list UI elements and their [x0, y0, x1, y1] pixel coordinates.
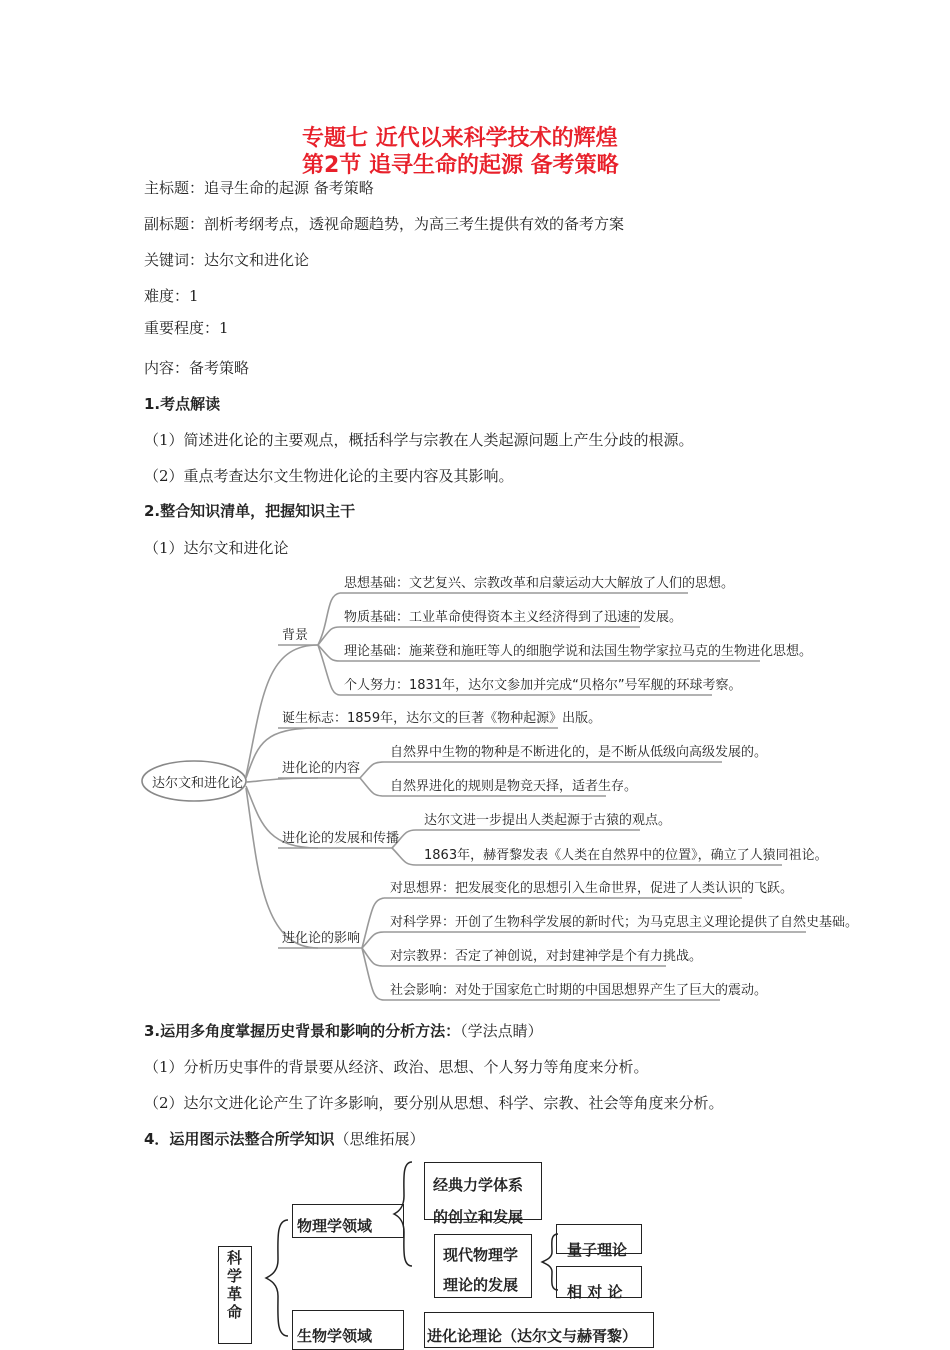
- page-subtitle: 第2节 追寻生命的起源 备考策略: [302, 153, 619, 178]
- section-4-heading-text: 4．运用图示法整合所学知识: [144, 1130, 335, 1148]
- relativity-label: 相 对 论: [567, 1283, 623, 1301]
- science-revolution-box: [218, 1246, 252, 1344]
- section-3-item-1: （1）分析历史事件的背景要从经济、政治、思想、个人努力等角度来分析。: [144, 1058, 649, 1076]
- mindmap-content-2: 自然界进化的规则是物竞天择，适者生存。: [390, 779, 638, 794]
- section-3-item-2: （2）达尔文进化论产生了许多影响，要分别从思想、科学、宗教、社会等角度来分析。: [144, 1094, 724, 1112]
- modern-physics-line1: 现代物理学: [443, 1246, 519, 1264]
- biology-field-box: [292, 1310, 404, 1350]
- biology-field-label: 生物学领域: [297, 1327, 373, 1345]
- mindmap-root: 达尔文和进化论: [152, 776, 244, 791]
- section-1-item-1: （1）简述进化论的主要观点，概括科学与宗教在人类起源问题上产生分歧的根源。: [144, 431, 694, 449]
- relativity-box: [556, 1266, 642, 1301]
- evolution-theory-label: 进化论理论（达尔文与赫胥黎）: [427, 1327, 638, 1345]
- modern-physics-line2: 理论的发展: [443, 1276, 519, 1294]
- classical-mechanics-line1: 经典力学体系: [433, 1176, 524, 1194]
- modern-physics-box: [434, 1234, 532, 1298]
- mindmap-impact: 进化论的影响: [282, 931, 361, 946]
- section-1-heading: 1.考点解读: [144, 395, 221, 413]
- mindmap-bg-ideology: 思想基础：文艺复兴、宗教改革和启蒙运动大大解放了人们的思想。: [344, 576, 735, 591]
- classical-mechanics-line2: 的创立和发展: [433, 1208, 524, 1226]
- section-3-note: （学法点睛）: [460, 1022, 543, 1040]
- meta-importance: 重要程度：1: [144, 319, 229, 337]
- mindmap-background: 背景: [282, 628, 309, 643]
- science-revolution-label: 科学革命: [227, 1249, 243, 1321]
- physics-field-box: [292, 1204, 404, 1238]
- mindmap-impact-2: 对科学界：开创了生物科学发展的新时代；为马克思主义理论提供了自然史基础。: [390, 915, 859, 930]
- section-3-heading-text: 3.运用多角度掌握历史背景和影响的分析方法：: [144, 1022, 461, 1040]
- quantum-theory-box: [556, 1224, 642, 1259]
- quantum-theory-label: 量子理论: [567, 1241, 628, 1259]
- meta-content: 内容：备考策略: [144, 359, 250, 377]
- section-4-note: （思维拓展）: [334, 1130, 425, 1148]
- mindmap-birth: 诞生标志：1859年，达尔文的巨著《物种起源》出版。: [282, 711, 602, 726]
- section-2-heading: 2.整合知识清单，把握知识主干: [144, 502, 356, 520]
- section-2-subheading: （1）达尔文和进化论: [144, 539, 289, 557]
- meta-subtitle: 副标题：剖析考纲考点，透视命题趋势，为高三考生提供有效的备考方案: [144, 215, 625, 233]
- mindmap-spread-2: 1863年，赫胥黎发表《人类在自然界中的位置》，确立了人猿同祖论。: [424, 848, 828, 863]
- mindmap-bg-theory: 理论基础：施莱登和施旺等人的细胞学说和法国生物学家拉马克的生物进化思想。: [344, 644, 813, 659]
- mindmap-impact-3: 对宗教界：否定了神创说，对封建神学是个有力挑战。: [390, 949, 703, 964]
- meta-keywords: 关键词：达尔文和进化论: [144, 251, 310, 269]
- mindmap-content: 进化论的内容: [282, 761, 361, 776]
- evolution-theory-box: [424, 1312, 654, 1348]
- page-title: 专题七 近代以来科学技术的辉煌: [302, 126, 618, 151]
- mindmap-impact-4: 社会影响：对处于国家危亡时期的中国思想界产生了巨大的震动。: [390, 983, 768, 998]
- classical-mechanics-box: [424, 1162, 542, 1226]
- section-1-item-2: （2）重点考查达尔文生物进化论的主要内容及其影响。: [144, 467, 514, 485]
- mindmap-bg-material: 物质基础：工业革命使得资本主义经济得到了迅速的发展。: [344, 610, 683, 625]
- meta-main-title: 主标题：追寻生命的起源 备考策略: [144, 179, 374, 197]
- mindmap-content-1: 自然界中生物的物种是不断进化的，是不断从低级向高级发展的。: [390, 745, 768, 760]
- mindmap-spread: 进化论的发展和传播: [282, 831, 400, 846]
- meta-difficulty: 难度：1: [144, 287, 199, 305]
- mindmap-spread-1: 达尔文进一步提出人类起源于古猿的观点。: [424, 813, 672, 828]
- mindmap-bg-personal: 个人努力：1831年，达尔文参加并完成“贝格尔”号军舰的环球考察。: [344, 678, 742, 693]
- mindmap-impact-1: 对思想界：把发展变化的思想引入生命世界，促进了人类认识的飞跃。: [390, 881, 794, 896]
- physics-field-label: 物理学领域: [297, 1217, 373, 1235]
